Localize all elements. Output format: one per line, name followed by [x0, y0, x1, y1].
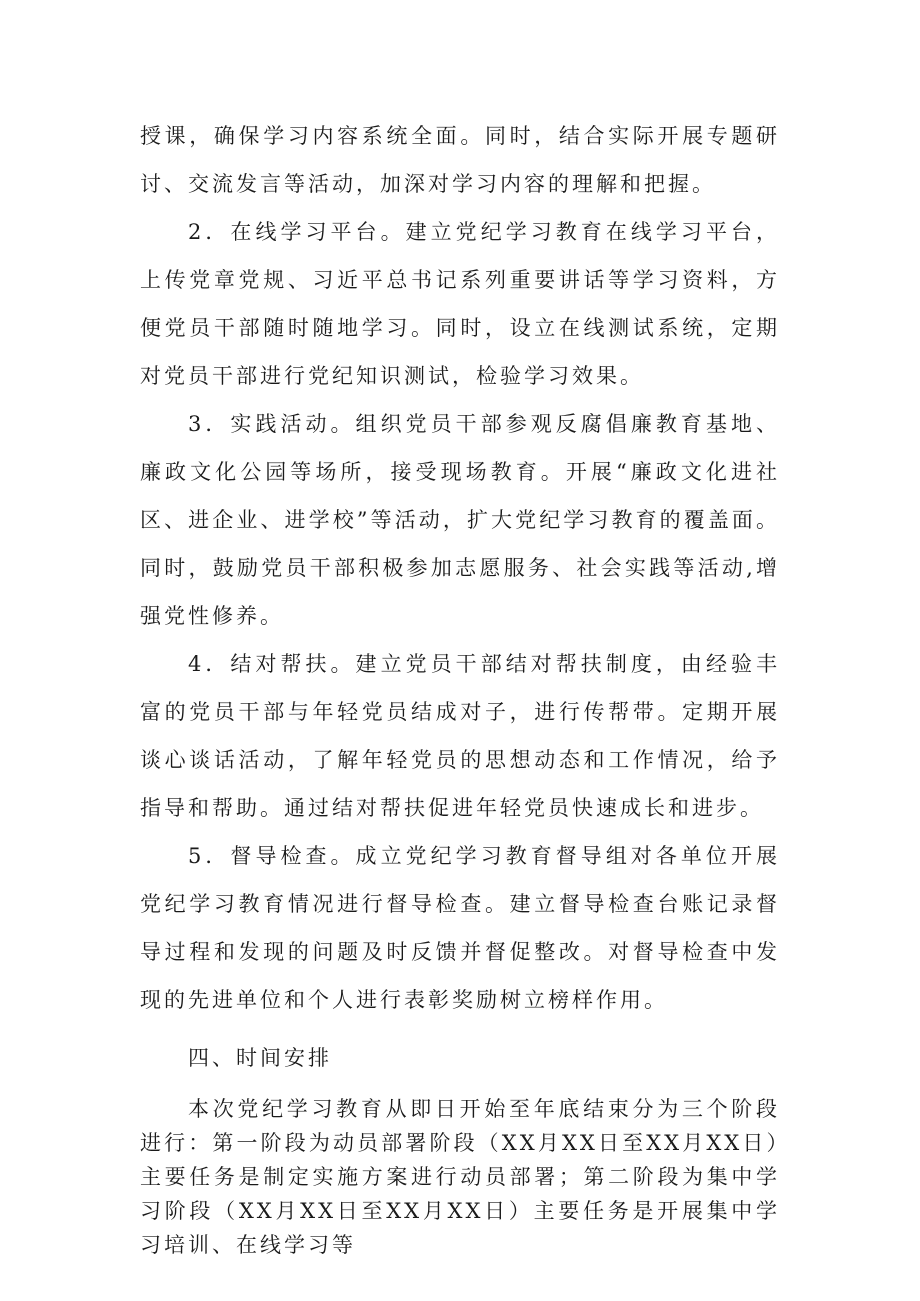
paragraph-paired-assistance: 4．结对帮扶。建立党员干部结对帮扶制度，由经验丰富的党员干部与年轻党员结成对子，进行传帮带。定期开展谈心谈话活动，了解年轻党员的思想动态和工作情况，给予指导和帮助。通过结对帮扶促进年轻党员快速成长和进步。	[140, 652, 780, 820]
paragraph-supervision-inspection: 5．督导检查。成立党纪学习教育督导组对各单位开展党纪学习教育情况进行督导检查。建立督导检查台账记录督导过程和发现的问题及时反馈并督促整改。对督导检查中发现的先进单位和个人进行表彰奖励树立榜样作用。	[140, 844, 780, 1012]
paragraph-online-learning-platform: 2．在线学习平台。建立党纪学习教育在线学习平台，上传党章党规、习近平总书记系列重要讲话等学习资料，方便党员干部随时随地学习。同时，设立在线测试系统，定期对党员干部进行党纪知识测试，检验学习效果。	[140, 220, 780, 388]
paragraph-schedule-stages: 本次党纪学习教育从即日开始至年底结束分为三个阶段进行：第一阶段为动员部署阶段（XX月XX日至XX月XX日）主要任务是制定实施方案进行动员部署；第二阶段为集中学习阶段（XX月XX日至XX月XX日）主要任务是开展集中学习培训、在线学习等	[140, 1097, 780, 1257]
section-heading-schedule: 四、时间安排	[188, 1046, 332, 1070]
paragraph-practice-activities: 3．实践活动。组织党员干部参观反腐倡廉教育基地、廉政文化公园等场所，接受现场教育。开展“廉政文化进社区、进企业、进学校”等活动，扩大党纪学习教育的覆盖面。同时，鼓励党员干部积极参加志愿服务、社会实践等活动,增强党性修养。	[140, 412, 780, 628]
paragraph-continuation: 授课，确保学习内容系统全面。同时，结合实际开展专题研讨、交流发言等活动，加深对学习内容的理解和把握。	[140, 124, 780, 196]
document-page	[140, 112, 780, 1262]
